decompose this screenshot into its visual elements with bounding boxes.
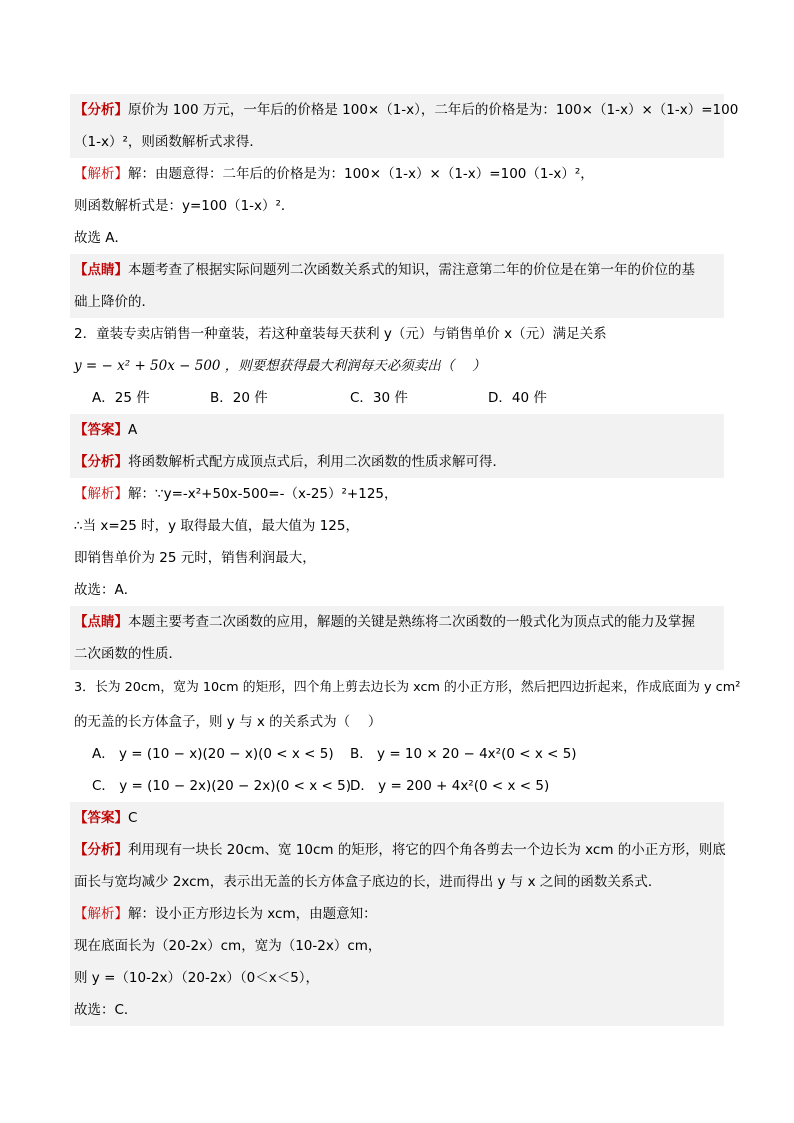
solution-tag: 【解析】 xyxy=(74,486,128,502)
q3-option-a: A． y = (10 − x)(20 − x)(0 < x < 5) xyxy=(92,746,334,762)
q2-solution-text3: 即销售单价为 25 元时，销售利润最大， xyxy=(74,550,316,566)
q2-solution-line1 xyxy=(70,478,724,510)
q2-stem-text2: y = − x² + 50x − 500 ，则要想获得最大利润每天必须卖出（ ） xyxy=(74,358,486,374)
q1-comment-line1 xyxy=(70,254,724,286)
q3-option-b: B． y = 10 × 20 − 4x²(0 < x < 5) xyxy=(350,746,577,762)
comment-tag: 【点睛】 xyxy=(74,614,128,630)
q2-comment-text2: 二次函数的性质． xyxy=(74,646,182,662)
analysis-tag: 【分析】 xyxy=(74,102,128,118)
q2-stem-line1 xyxy=(70,318,724,350)
q2-stem-line2 xyxy=(70,350,724,382)
q2-option-a: A．25 件 xyxy=(92,390,150,406)
q2-options xyxy=(70,382,724,414)
q2-choose-text: 故选：A． xyxy=(74,582,138,598)
q2-solution-line3 xyxy=(70,542,724,574)
q1-analysis-line2 xyxy=(70,126,724,158)
q3-solution-text1: 解：设小正方形边长为 xcm，由题意知： xyxy=(128,906,377,922)
q2-solution-text2: ∴当 x=25 时，y 取得最大值，最大值为 125， xyxy=(74,518,359,534)
comment-tag: 【点睛】 xyxy=(74,262,128,278)
q3-choose xyxy=(70,994,724,1026)
q3-stem-line2 xyxy=(70,706,724,738)
q1-analysis-line1 xyxy=(70,94,739,126)
q3-stem-text1: 3．长为 20cm，宽为 10cm 的矩形，四个角上剪去边长为 xcm 的小正方形，然后把四边折起来，作成底面为 y cm² xyxy=(74,680,741,695)
document-page xyxy=(70,94,741,1026)
q3-solution-line3 xyxy=(70,962,724,994)
answer-tag: 【答案】 xyxy=(74,422,128,438)
q3-choose-text: 故选：C． xyxy=(74,1002,138,1018)
q3-stem-line1 xyxy=(70,670,741,706)
solution-tag: 【解析】 xyxy=(74,166,128,182)
q2-answer-line xyxy=(70,414,724,446)
q1-solution-line1 xyxy=(70,158,724,190)
q3-options-row2 xyxy=(70,770,724,802)
q3-solution-line1 xyxy=(70,898,724,930)
q3-solution-text2: 现在底面长为（20-2x）cm，宽为（10-2x）cm， xyxy=(74,938,382,954)
q2-comment-block xyxy=(70,606,724,670)
q2-analysis-line xyxy=(70,446,724,478)
q1-comment-text2: 础上降价的． xyxy=(74,294,155,310)
q2-explanation-block xyxy=(70,414,724,478)
q2-option-b: B．20 件 xyxy=(210,390,268,406)
solution-tag: 【解析】 xyxy=(74,906,128,922)
q2-analysis-text: 将函数解析式配方成顶点式后，利用二次函数的性质求解可得． xyxy=(128,454,506,470)
q3-explanation-block xyxy=(70,802,724,1026)
q3-option-d: D． y = 200 + 4x²(0 < x < 5) xyxy=(350,778,550,794)
q3-options-row1 xyxy=(70,738,724,770)
q2-choose xyxy=(70,574,724,606)
q1-solution-text2: 则函数解析式是：y=100（1-x）²． xyxy=(74,198,295,214)
q2-stem-text1: 2．童装专卖店销售一种童装，若这种童装每天获利 y（元）与销售单价 x（元）满足关系 xyxy=(74,326,607,342)
q3-analysis-line2 xyxy=(70,866,724,898)
q3-stem-text2: 的无盖的长方体盒子，则 y 与 x 的关系式为（ ） xyxy=(74,714,382,730)
q1-comment-block xyxy=(70,254,724,318)
q3-analysis-text2: 面长与宽均减少 2xcm，表示出无盖的长方体盒子底边的长，进而得出 y 与 x 之间的函数关系式． xyxy=(74,874,662,890)
q3-analysis-line1 xyxy=(70,834,724,866)
q1-analysis-text1: 原价为 100 万元，一年后的价格是 100×（1-x），二年后的价格是为：100×（1-x）×（1-x）=100 xyxy=(128,102,739,118)
q2-comment-text1: 本题主要考查二次函数的应用，解题的关键是熟练将二次函数的一般式化为顶点式的能力及掌握 xyxy=(128,614,695,630)
q2-comment-line2 xyxy=(70,638,724,670)
q1-choose xyxy=(70,222,724,254)
q1-solution-text1: 解：由题意得：二年后的价格是为：100×（1-x）×（1-x）=100（1-x）²， xyxy=(128,166,594,182)
q3-solution-line2 xyxy=(70,930,724,962)
q3-answer: C xyxy=(128,810,138,826)
q2-comment-line1 xyxy=(70,606,724,638)
q1-analysis-block xyxy=(70,94,739,158)
analysis-tag: 【分析】 xyxy=(74,842,128,858)
answer-tag: 【答案】 xyxy=(74,810,128,826)
q2-option-c: C．30 件 xyxy=(350,390,408,406)
q2-solution-text1: 解：∵y=-x²+50x-500=-（x-25）²+125， xyxy=(128,486,398,502)
q1-solution-line2 xyxy=(70,190,724,222)
q1-choose-text: 故选 A． xyxy=(74,230,129,246)
q3-option-c: C． y = (10 − 2x)(20 − 2x)(0 < x < 5) xyxy=(92,778,351,794)
q2-solution-line2 xyxy=(70,510,724,542)
q3-solution-text3: 则 y =（10-2x）（20-2x）（0＜x＜5）， xyxy=(74,970,320,986)
q2-answer: A xyxy=(128,422,138,438)
q1-comment-line2 xyxy=(70,286,724,318)
q1-comment-text1: 本题考查了根据实际问题列二次函数关系式的知识，需注意第二年的价位是在第一年的价位的基 xyxy=(128,262,695,278)
q1-analysis-text2: （1-x）²，则函数解析式求得． xyxy=(74,134,263,150)
q2-option-d: D．40 件 xyxy=(488,390,547,406)
analysis-tag: 【分析】 xyxy=(74,454,128,470)
q3-analysis-text1: 利用现有一块长 20cm、宽 10cm 的矩形，将它的四个角各剪去一个边长为 xcm 的小正方形，则底 xyxy=(128,842,726,858)
q3-answer-line xyxy=(70,802,724,834)
